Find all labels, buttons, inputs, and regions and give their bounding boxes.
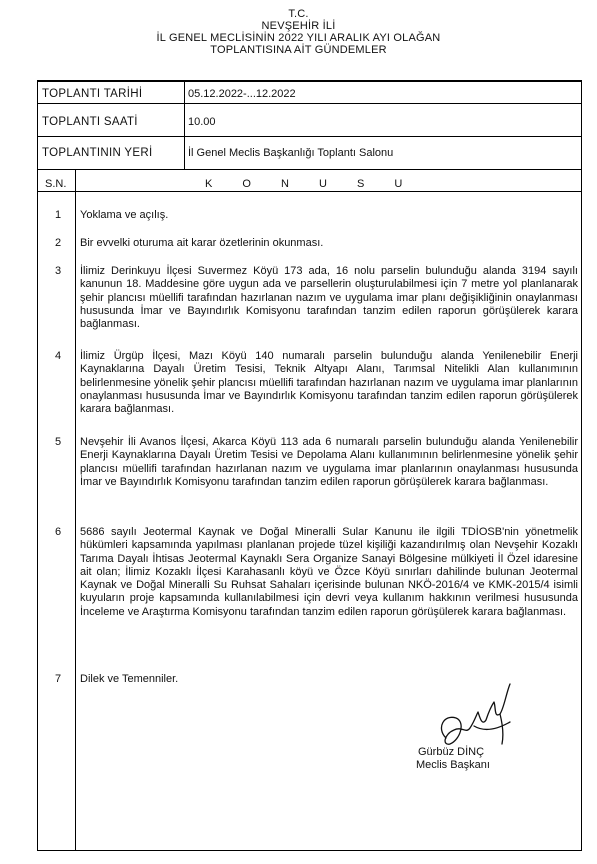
item-number: 3 (55, 265, 62, 277)
row-divider (37, 103, 582, 104)
document-header (0, 8, 597, 56)
row-divider (37, 169, 582, 170)
meeting-time-label: TOPLANTI SAATİ (42, 116, 138, 128)
agenda-item-text: 5686 sayılı Jeotermal Kaynak ve Doğal Mineralli Sular Kanunu ile ilgili TDİOSB'nin yönetmelik hükümleri kapsamında yapılması planlanan projede tüzel kişiliği kazandırılmış olan Nevşehir Kozaklı Tarıma Dayalı İhtisas Jeotermal Kaynaklı Sera Organize Sanayi Bölgesine mülkiyeti İl Özel idaresine ait olan; İlimiz Kozaklı İlçesi Karahasanlı köyü ve Özce Köyü sınırları dahilinde bulunan Jeotermal Kaynak ve Doğal Mineralli Su Ruhsat Sahaları içerisinde bulunan NKÖ-2016/4 ve KMK-2015/4 isimli kuyuların proje kapsamında kullanılabilmesi için devri veya kullanım hakkının verilmesi hususunda İnceleme ve Araştırma Komisyonu tarafından tanzim edilen raporun görüşülerek karara bağlanması. (80, 526, 578, 618)
header-line-2: NEVŞEHİR İLİ (261, 20, 336, 32)
header-line-3: İL GENEL MECLİSİNİN 2022 YILI ARALIK AYI OLAĞAN (156, 32, 441, 44)
sn-column-divider (75, 169, 76, 850)
agenda-item-text: Dilek ve Temenniler. (80, 673, 179, 685)
item-number: 1 (55, 209, 62, 221)
item-number: 5 (55, 436, 62, 448)
meeting-place-label: TOPLANTININ YERİ (42, 147, 153, 159)
meeting-place-value: İl Genel Meclis Başkanlığı Toplantı Salonu (188, 147, 394, 159)
meeting-time-value: 10.00 (188, 116, 216, 128)
agenda-item-text: İlimiz Derinkuyu İlçesi Suvermez Köyü 173 ada, 16 nolu parselin bulunduğu alanda 3194 sayılı kanunun 18. Maddesine göre uygun ada ve parsellerin oluşturulabilmesi için 7 metre yol planlanarak şehir plancısı müellifi tarafından hazırlanan nazım ve uygulama imar planı değişikliğinin onaylanması hususunda İmar ve Bayındırlık Komisyonu tarafından tanzim edilen raporun görüşülerek karara bağlanması. (80, 265, 578, 331)
row-divider (37, 191, 582, 192)
header-line-4: TOPLANTISINA AİT GÜNDEMLER (210, 44, 387, 56)
sn-column-header: S.N. (45, 178, 67, 190)
agenda-item-text: İlimiz Ürgüp İlçesi, Mazı Köyü 140 numaralı parselin bulunduğu alanda Yenilenebilir Enerji Kaynaklarına Dayalı Üretim Tesisi, Teknik Altyapı Alanı, Tarımsal Nitelikli Alan kullanımının belirlenmesine yönelik şehir plancısı müellifi tarafından hazırlanan nazım ve uygulama imar planlarının onaylanması hususunda İmar ve Bayındırlık Komisyonu tarafından tanzim edilen raporun görüşülerek karara bağlanması. (80, 350, 578, 416)
konusu-column-header: K O N U S U (205, 178, 404, 190)
signer-title: Meclis Başkanı (416, 759, 490, 771)
agenda-item-text: Nevşehir İli Avanos İlçesi, Akarca Köyü 113 ada 6 numaralı parselin bulunduğu alanda Yenilenebilir Enerji Kaynaklarına Dayalı Üretim Tesisi ve Depolama Alanı kullanımının belirlenmesine yönelik şehir plancısı müellifi tarafından hazırlanan nazım ve uygulama imar planlarının onaylanması hususunda İmar ve Bayındırlık Komisyonu tarafından tanzim edilen raporun görüşülerek karara bağlanması. (80, 436, 578, 488)
header-line-1: T.C. (288, 8, 309, 20)
item-number: 7 (55, 673, 62, 685)
signer-name: Gürbüz DİNÇ (418, 746, 485, 758)
item-number: 2 (55, 237, 62, 249)
row-divider (37, 136, 582, 137)
signer-block (418, 746, 490, 772)
item-number: 6 (55, 526, 62, 538)
agenda-item-text: Yoklama ve açılış. (80, 209, 169, 221)
item-number: 4 (55, 350, 62, 362)
info-column-divider (184, 81, 185, 169)
meeting-date-label: TOPLANTI TARİHİ (42, 88, 143, 100)
meeting-date-value: 05.12.2022-...12.2022 (188, 88, 296, 100)
table-top-border (37, 80, 582, 82)
agenda-item-text: Bir evvelki oturuma ait karar özetlerinin okunması. (80, 237, 324, 249)
